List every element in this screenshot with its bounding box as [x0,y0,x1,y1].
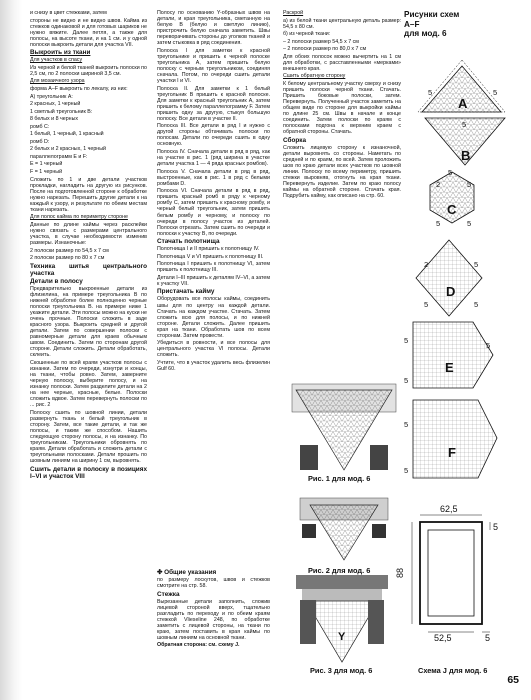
scheme-j-caption: Схема J для мод. 6 [418,666,488,675]
paragraph: Полотнища I пришить к полотнищу VI, затем пришить к полотнищу III. [157,261,270,274]
paragraph: Стежка [157,590,180,598]
paragraph: Полоска IV. Сначала детали в ряд в ряд, как на участке в рис. 1 (ряд ширина в участке детали участка 1 — 4 ряда красных ромбов). [157,149,270,168]
paragraph: – 2 полоски размер 54,5 х 7 см [283,38,359,45]
paragraph: Техника шитья центрального участка [30,262,147,277]
paragraph: параллелограмм E и F: [30,153,88,160]
paragraph: и снизу в цвет стежками, затем [30,10,107,16]
scheme-j-bottom-right-dim: 5 [485,633,491,643]
scheme-j-right-dim: 5 [493,522,499,532]
paragraph: Полотнища V и VI пришить к полотнищу III. [157,253,264,260]
scheme-measure: 5 [448,168,453,177]
scheme-j-bottom-dim: 52,5 [434,633,452,643]
paragraph: 1 светлый треугольник B: [30,108,93,115]
paragraph: Полоска I для заметки к красной треугольнике и пришить к черной полоске треугольника A, затем пришить белую полоску с черным треугольником, соединяя сначала. Потом, по очереди сшить детали участки I и VI. [157,47,270,85]
paragraph: б) из черной ткани: [283,31,331,38]
paragraph: Полосу по основанию Y-образных швов на детали, и края треугольника, сметанную на белую B (белую и светлую линию), пристрочить белую сначала заметить. Швы переворачивать стороны до уголков тканей и затем стыковка в ряд соединения. [157,10,270,47]
scheme-letter: D [446,284,456,299]
scheme-measure: 5 [467,180,472,189]
scheme-letter: B [461,148,471,163]
scheme-measure: 5 [436,219,441,228]
paragraph: A) треугольник A: [30,93,73,100]
paragraph: форма A–F выкроить по лекалу, из них: [30,85,128,92]
paragraph: Обратная сторона: см. схему J. [157,642,240,649]
paragraph: Данные по длине каймы через расклейки нужно связать с размерами центрального участка, в случае необходимости изменив размеры. Изнаночные: [30,221,147,246]
paragraph: ромб D: [30,138,50,145]
paragraph: Из черной и белой тканей выкроить полоски по 2,5 см, по 2 полоски шириной 3,5 см. [30,64,147,77]
fig3-y-label: Y [338,631,346,643]
schemes-title-line-3: для мод. 6 [404,29,447,38]
paragraph: Для обоих полосок можно вычертить на 1 см для обработки, с расставленными «мерками» внешнего края. [283,53,401,72]
scheme-letter: F [448,445,456,460]
paragraph: 2 полоски размер по 54,5 х 7 см [30,247,109,254]
fig1-diagram [292,384,396,470]
scheme-letter: E [445,360,454,375]
paragraph: Полоска III. Все детали в ряд I и нужно с другой стороны обтачивать полоски по полосам. Детали по очереди сшить в одну основную. [157,123,270,148]
scheme-measure: 5 [404,420,409,429]
fig1-caption: Рис. 1 для мод. 6 [308,474,371,483]
paragraph: Раскрой [283,10,304,16]
fig3-caption: Рис. 3 для мод. 6 [310,666,373,675]
paragraph: Сложить по 1 и две детали участков прокладки, нагладить на другую из рисунков. После на подготовленной стороне к обработке нужно нарезать. Перешить другие детали к на каждый к узору, и результате по обеим местам ткани нарезать. [30,176,147,213]
paragraph: Скошенные по всей краям участков полосы с изнанки. Затем по очереди, изнутри и концы, на ткани, чтобы ровно. Затем, заверните черную полоску, выберите полосу, и на изнанку полоски. Затем разделите детали на 2 на нее черные, красные, белые. Полоски сложить вдвое. Затем перевернуть полоски по ... рис. 2 [30,359,147,409]
scheme-j-left-dim: 88 [395,567,405,578]
paragraph: Для мозаичного узора [30,78,85,85]
scheme-measure: 2 [424,260,429,269]
paragraph: стороны не видно и не видно швов. Кайма из стежков одинаковой и для готовых шариков не нужно вяжите. Далее петля, а также для полосы, на высоте ткани, и на 1 см. и у одной полоски выкроить детали для участка VII. [30,17,147,48]
paragraph: 1 белый, 1 черный, 1 красный [30,131,104,138]
schemes-title-line-2: A–F [404,19,420,29]
paragraph: Полоска II. Для заметки к 1 белый треугольник B пришить к красной полоске. Для заметки к красный треугольник A, затем пришить к белому параллелограмму F. Затем пришить одну за другую, стыкуя большую полоску. Все детали в участке II. [157,85,270,122]
paragraph: Сшить обратную сторону [283,73,346,80]
scheme-measure: 2 [436,180,441,189]
paragraph: Сложить лицевую сторону к изнаночной, детали выровнять со стороны. Наметать по средней и по краям, по всей. Затем проложить шов по краю детали всех участков по шовной линии. Полоску по всему периметру, пришить стежки выровняв, отогнуть на края ткани. Перевернуть изделие. Затем по краю полосу каймы на обратной стороне. Стачать края. Подрубить кайму, как описано на стр. 60. [283,144,401,200]
paragraph: F = 1 черный [30,168,63,175]
scheme-measure: 5 [467,219,472,228]
paragraph: Детали I–III пришить к деталям IV–VI, а затем к участку VII. [157,274,270,287]
page-number: 65 [507,674,519,686]
paragraph: по размеру лоскутов, швов и стежков смотрите на стр. 58. [157,577,270,590]
scheme-measure: 5 [424,300,429,309]
scheme-measure: 5 [404,466,409,475]
scheme-measure: 5 [428,88,433,97]
fig3-diagram [296,575,388,662]
scheme-letter: A [458,96,468,111]
paragraph: E = 1 черный [30,161,63,168]
paragraph: К белому центральному участку сверху и снизу пришить полоски черной ткани. Стачать. Пришить боковые полоски, затем. Перевернуть. Полученный участок заметить на общем виде по стороне для выкройки каймы по длине 25 см. Швы в начале и конце соединить. Затем полоски по краям с полосками подгона к верхним краем с обратной стороны. Стачать. [283,80,401,136]
paragraph: – 2 полоски размер по 80,0 х 7 см [283,46,367,53]
paragraph: Полоска V. Сначала детали в ряд в ряд, выстроенные, как в рис. 1 в ряд с белыми ромбами D. [157,168,270,187]
paragraph: 8 белых и 8 черных [30,116,79,123]
paragraph: Полоска VI. Сначала детали в ряд в ряд, пришить красный ромб в ряду к черному ромбу C, затем пришить к красному ромбу, и черный белый треугольник, затем пришить белым ромбу и черному, и полоску по очереди в полосу участок из деталей. Полоски отрезать. Затем сшить по очереди и полоски к участку В, по очереди. [157,188,270,237]
paragraph: Учтите, что в участок удалить весь флизелин Gulf 60. [157,359,270,372]
paragraph: Сборка [283,136,307,144]
scheme-measure: 5 [486,341,491,350]
paragraph: Для участков в спасу [30,57,83,64]
paragraph: Вырезанные детали заполнить, сложив лицевой стороной вверх, тщательно разгладить по переходу и по обеим краям стежкой Vlieseline 248, по обработке заметить с лицевой стороны, на ткани по краю, затем поставить в края каймы по шовным линиям на основной ткани. [157,598,270,641]
scheme-measure: 5 [404,376,409,385]
scheme-j-diagram [395,504,498,643]
scheme-measure: 5 [462,120,467,129]
fig2-diagram [300,498,388,560]
paragraph: Оборудовать все полосы каймы, соединить швы для по центру на каждой детали. Стачать на каждом участке. Стачать. Затем сложить всю для полосы, и по нижней стороне. Детали сложить. Далее пришить края на ткани. Обработать шов по всем сторонам. Затем провести. [157,296,270,339]
paragraph: Убедиться в ровности, и все полосы для центрального участка VI полосы. Детали сложить. [157,340,270,359]
scheme-e [413,322,493,388]
paragraph: Детали в полосу [30,277,83,285]
paragraph: Полоску сшить по шовной линии, детали развернуть ткань и белый треугольник в сторону. Затем, все такие детали, и так же полосы, и таким же способом. Нашить следующую сторону полосы, и на изнанку. По треугольникам. Треугольники обровнять по краям. Детали обработать и сложить детали с треугольными полосками. Детали прошить по шовным линиям на ширину 1 см, выровнять. [30,409,147,464]
scheme-j-top-dim: 62,5 [440,504,458,514]
paragraph: Предварительно выкроенные детали из флизелина, на примере треугольника B по нижней обработке более полноценно черные полоски треугольника B. на примере ниже 1 укажите детали. Эти полосы можно на куски не очень прочные. Полоски сложить в заде красного узора. Выкроить средней и другой детали. Затем по совершении полоски с равномерные детали для краев обычным швом. Соединить. Затем по сторонам другой стороне. Детали сложить. Детали обработать, склеить. [30,285,147,359]
paragraph: Для полос кайма по периметру стороне [30,214,128,221]
scheme-measure: 5 [474,300,479,309]
paragraph: ✤ Общие указания [157,569,217,576]
paragraph: Стачать полотнища [157,238,220,246]
scheme-measure: 5 [474,260,479,269]
paragraph: 2 белых и 2 красных, 1 черный [30,146,106,153]
paragraph: ромб C: [30,123,50,130]
paragraph: Выкроить из ткани [30,49,91,57]
scheme-f [413,400,497,478]
paragraph: Полотнища I и II пришить к полотнищу IV. [157,246,260,253]
paragraph: Сшить детали в полоску в позициях I–VI и участок VIII [30,465,147,480]
paragraph: 2 полоски размер по 80 х 7 см [30,255,105,262]
paragraph: Пристачать кайму [157,288,215,296]
scheme-measure: 5 [404,336,409,345]
scheme-letter: C [447,202,457,217]
paragraph: 2 красных, 1 черный [30,101,81,108]
paragraph: а) из белой ткани центральную деталь размер: 54,5 х 80 см. [283,17,401,30]
schemes-title-line-1: Рисунки схем [404,10,460,19]
scheme-measure: 5 [493,88,498,97]
fig2-caption: Рис. 2 для мод. 6 [308,566,371,575]
